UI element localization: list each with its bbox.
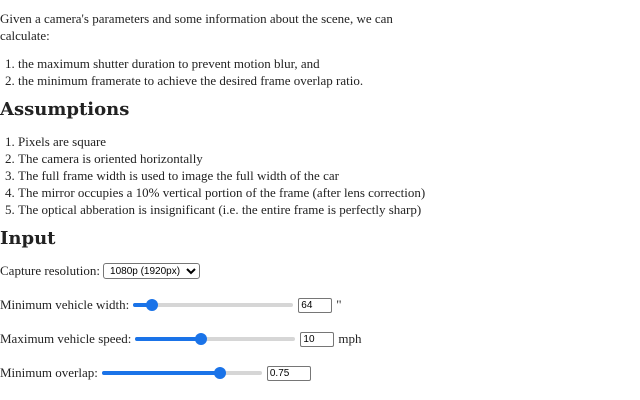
- vehicle-width-label: Minimum vehicle width:: [0, 297, 130, 312]
- overlap-slider[interactable]: [102, 365, 262, 381]
- assumption-item: 5. The optical abberation is insignificant (i.e. the entire frame is perfectly sharp): [18, 201, 425, 218]
- overlap-label: Minimum overlap:: [0, 365, 98, 380]
- assumptions-list: [0, 133, 425, 218]
- vehicle-speed-slider[interactable]: [135, 331, 295, 347]
- slider-thumb[interactable]: [214, 367, 226, 379]
- intro-text: Given a camera's parameters and some information about the scene, we can calculate:: [0, 11, 393, 43]
- vehicle-speed-label: Maximum vehicle speed:: [0, 331, 132, 346]
- goal-item: 2. the minimum framerate to achieve the desired frame overlap ratio.: [18, 72, 363, 89]
- vehicle-speed-input[interactable]: [300, 332, 334, 347]
- vehicle-speed-unit: mph: [338, 331, 362, 346]
- resolution-select[interactable]: [103, 263, 200, 279]
- assumptions-heading: Assumptions: [0, 99, 130, 120]
- slider-thumb[interactable]: [195, 333, 207, 345]
- goals-list: [0, 55, 363, 89]
- overlap-input[interactable]: [267, 366, 311, 381]
- vehicle-width-row: [0, 295, 342, 315]
- slider-fill: [102, 371, 220, 375]
- goal-item: 1. the maximum shutter duration to prevent motion blur, and: [18, 55, 363, 72]
- vehicle-width-slider[interactable]: [133, 297, 293, 313]
- assumption-item: 2. The camera is oriented horizontally: [18, 150, 425, 167]
- assumption-item: 4. The mirror occupies a 10% vertical portion of the frame (after lens correction): [18, 184, 425, 201]
- assumption-item: 3. The full frame width is used to image the full width of the car: [18, 167, 425, 184]
- overlap-row: [0, 363, 311, 383]
- slider-fill: [135, 337, 201, 341]
- resolution-row: [0, 261, 200, 281]
- vehicle-speed-row: [0, 329, 362, 349]
- slider-thumb[interactable]: [146, 299, 158, 311]
- assumption-item: 1. Pixels are square: [18, 133, 425, 150]
- vehicle-width-unit: ": [336, 297, 342, 312]
- vehicle-width-input[interactable]: [298, 298, 332, 313]
- input-heading: Input: [0, 228, 56, 249]
- resolution-label: Capture resolution:: [0, 263, 101, 278]
